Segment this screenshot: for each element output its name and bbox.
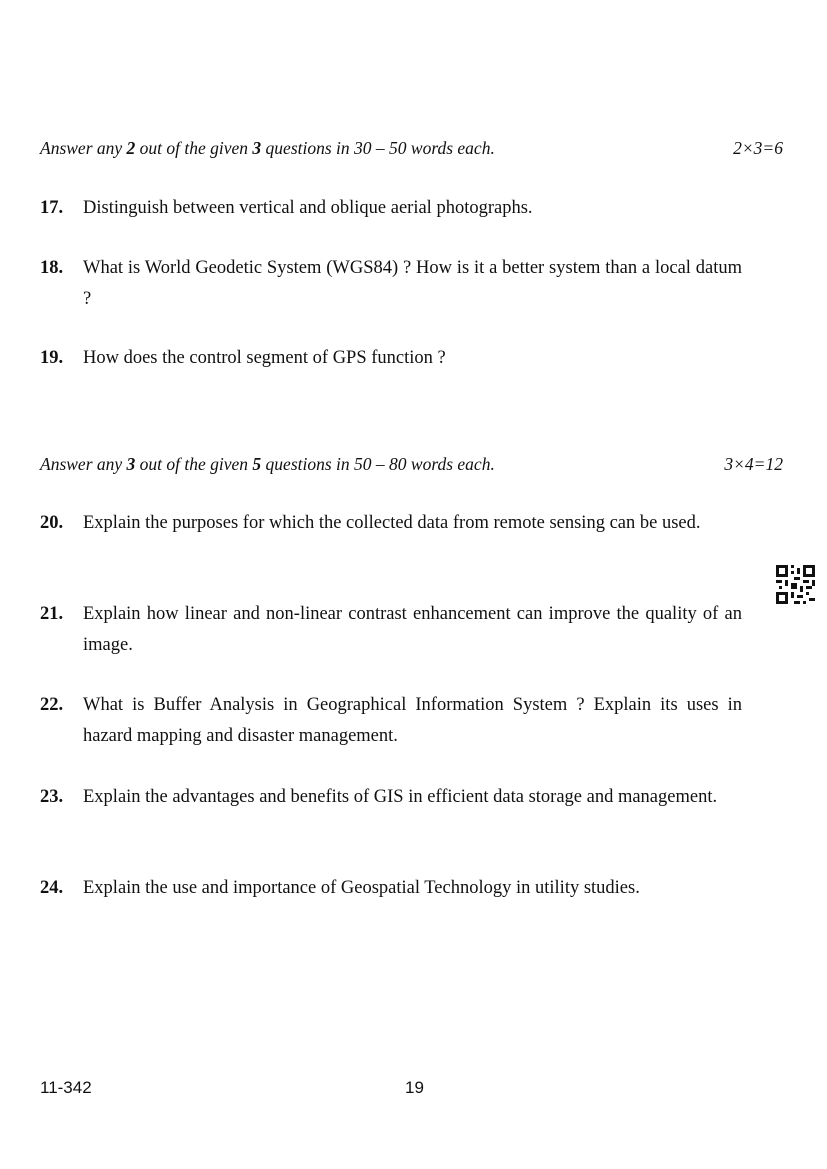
question-17	[40, 193, 742, 224]
question-number: 22.	[40, 695, 64, 715]
question-text: Explain the use and importance of Geospatial Technology in utility studies.	[83, 878, 640, 898]
question-number: 21.	[40, 604, 64, 624]
question-number: 18.	[40, 258, 64, 278]
page-number: 19	[405, 1078, 424, 1097]
question-21	[40, 599, 742, 661]
question-text: Explain the advantages and benefits of GIS in efficient data storage and management.	[83, 787, 718, 807]
section-b-marks: 3×4=12	[724, 454, 783, 474]
question-number: 20.	[40, 513, 64, 533]
paper-code: 11-342	[40, 1078, 92, 1097]
question-24	[40, 873, 742, 904]
question-text: Explain how linear and non-linear contrast enhancement can improve the quality of an image.	[83, 604, 742, 655]
question-19	[40, 343, 742, 374]
question-18	[40, 253, 742, 315]
section-b-instruction-text: Answer any 3 out of the given 5 questions in 50 – 80 words each.	[40, 454, 495, 474]
section-b-instruction	[40, 454, 783, 475]
question-20	[40, 508, 742, 539]
question-text: How does the control segment of GPS function ?	[83, 348, 446, 368]
question-22	[40, 690, 742, 752]
section-a-instruction-text: Answer any 2 out of the given 3 questions in 30 – 50 words each.	[40, 138, 495, 158]
question-number: 19.	[40, 348, 64, 368]
question-text: Explain the purposes for which the collected data from remote sensing can be used.	[83, 513, 701, 533]
qr-code-icon	[776, 565, 815, 604]
section-a-instruction	[40, 138, 783, 159]
question-23	[40, 782, 742, 813]
question-text: What is World Geodetic System (WGS84) ? How is it a better system than a local datum ?	[83, 258, 742, 309]
question-text: What is Buffer Analysis in Geographical Information System ? Explain its uses in hazard mapping and disaster management.	[83, 695, 742, 746]
section-a-marks: 2×3=6	[733, 138, 783, 158]
question-number: 23.	[40, 787, 64, 807]
question-number: 17.	[40, 198, 64, 218]
question-number: 24.	[40, 878, 64, 898]
question-text: Distinguish between vertical and oblique aerial photographs.	[83, 198, 533, 218]
